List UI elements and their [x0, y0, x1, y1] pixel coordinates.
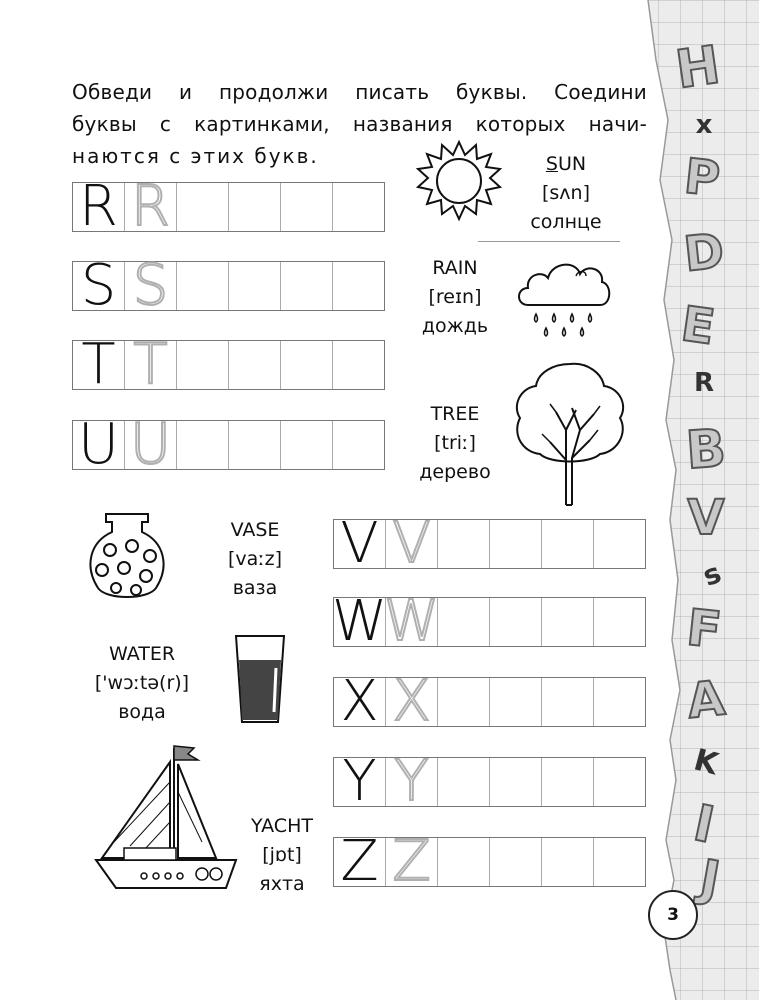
letter-row-r[interactable]: [72, 174, 385, 239]
sample-letter: V: [340, 511, 379, 576]
letter-row-u[interactable]: [72, 412, 385, 477]
sun-transcription: [sʌn]: [541, 182, 590, 204]
sun-icon[interactable]: [416, 140, 502, 226]
tree-icon[interactable]: [510, 360, 630, 510]
sample-letter: S: [80, 253, 117, 318]
tree-translation: дерево: [419, 461, 491, 483]
sample-letter: R: [79, 174, 118, 239]
sidebar-letter: V: [687, 490, 725, 546]
letter-row-s[interactable]: [72, 253, 385, 318]
trace-letter[interactable]: X: [392, 669, 431, 734]
trace-letter[interactable]: Y: [394, 749, 429, 814]
decorative-letter-strip: [636, 0, 759, 1000]
divider: [478, 241, 620, 242]
instruction-line-3: наются с этих букв.: [72, 144, 319, 168]
letter-row-x[interactable]: [333, 669, 646, 734]
sample-letter: T: [81, 332, 116, 397]
rain-word: RAIN: [432, 257, 478, 279]
word-rain: [405, 254, 505, 341]
letter-row-z[interactable]: [333, 829, 646, 894]
sidebar-letter: H: [672, 35, 724, 101]
yacht-transcription: [jɒt]: [262, 844, 302, 866]
word-yacht: [232, 812, 332, 899]
trace-letter[interactable]: U: [130, 412, 171, 477]
sample-letter: U: [78, 412, 119, 477]
word-sun: [512, 150, 620, 237]
sidebar-letter: I: [688, 793, 720, 855]
word-water: [82, 640, 202, 727]
trace-letter[interactable]: S: [132, 253, 169, 318]
trace-letter[interactable]: W: [383, 589, 440, 654]
yacht-icon[interactable]: [94, 742, 239, 894]
letter-row-y[interactable]: [333, 749, 646, 814]
vase-translation: ваза: [232, 577, 278, 599]
sidebar-letter: F: [683, 598, 725, 660]
instruction-line-1: Обведи и продолжи писать буквы. Соедини: [72, 80, 647, 104]
water-translation: вода: [118, 701, 166, 723]
water-word: WATER: [108, 643, 176, 665]
trace-letter[interactable]: Z: [392, 829, 431, 894]
glass-of-water-icon[interactable]: [232, 632, 288, 728]
sidebar-letter: J: [695, 848, 725, 910]
vase-icon[interactable]: [86, 508, 168, 608]
vase-transcription: [vaːz]: [227, 548, 283, 570]
trace-letter[interactable]: R: [131, 174, 170, 239]
sidebar-letter: s: [698, 556, 726, 593]
sidebar-letter: E: [677, 295, 719, 357]
word-tree: [405, 400, 505, 487]
tree-transcription: [triː]: [434, 432, 476, 454]
tree-word: TREE: [430, 403, 480, 425]
word-vase: [205, 516, 305, 603]
letter-row-t[interactable]: [72, 332, 385, 397]
rain-transcription: [reɪn]: [428, 286, 482, 308]
sidebar-letter: D: [681, 223, 727, 283]
sidebar-letter: K: [690, 742, 722, 783]
sample-letter: Y: [342, 749, 377, 814]
letter-row-v[interactable]: [333, 511, 646, 576]
rain-translation: дождь: [421, 315, 489, 337]
yacht-word: YACHT: [251, 815, 313, 837]
instruction-line-2: буквы с картинками, названия которых начи-: [72, 112, 647, 136]
rain-cloud-icon[interactable]: [514, 250, 614, 346]
yacht-translation: яхта: [259, 873, 305, 895]
letter-row-w[interactable]: [331, 589, 646, 654]
sun-translation: солнце: [530, 211, 602, 233]
trace-letter[interactable]: T: [133, 332, 168, 397]
water-transcription: ['wɔːtə(r)]: [94, 672, 190, 694]
sidebar-letter: P: [681, 148, 723, 208]
sun-rest: UN: [557, 153, 587, 175]
page-number: 3: [648, 890, 698, 940]
sidebar-letter: x: [695, 110, 713, 140]
sample-letter: X: [340, 669, 379, 734]
sidebar-letter: R: [693, 368, 715, 398]
trace-letter[interactable]: V: [392, 511, 431, 576]
vase-word: VASE: [230, 519, 280, 541]
sample-letter: Z: [340, 829, 379, 894]
sidebar-letter: B: [684, 418, 728, 482]
sidebar-letter: A: [684, 670, 728, 730]
sample-letter: W: [331, 589, 388, 654]
sun-first-letter: S: [545, 153, 558, 175]
